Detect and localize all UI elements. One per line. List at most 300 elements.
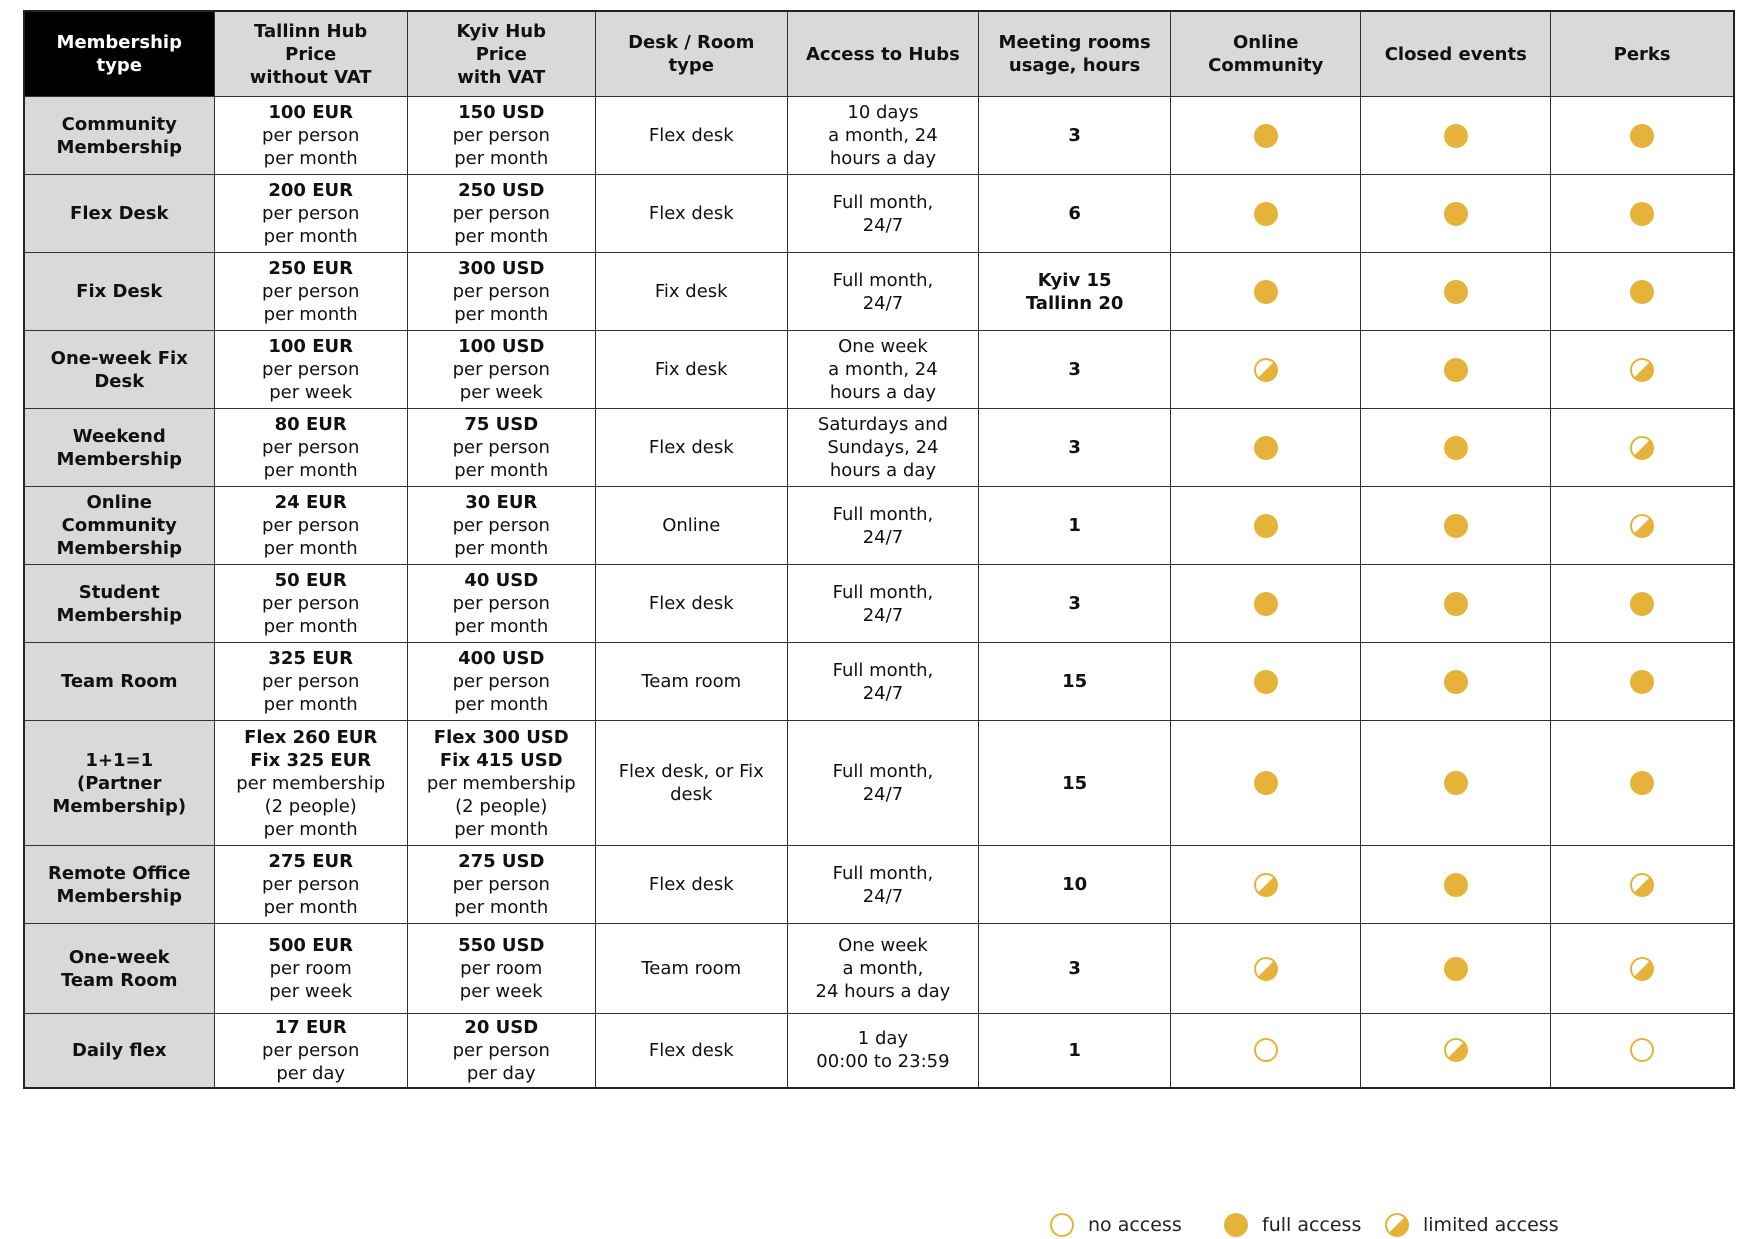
access-cell: [787, 409, 978, 487]
access-cell: [787, 1014, 978, 1088]
text-line: per month: [263, 616, 358, 637]
full-access-icon: [1444, 771, 1468, 795]
full-access-icon: [1254, 514, 1278, 538]
desk-type-cell: [595, 487, 787, 565]
membership-type-cell: [24, 409, 214, 487]
text-line: type: [96, 55, 142, 76]
text-line: Fix desk: [654, 359, 728, 380]
text-line: 250 EUR: [268, 258, 353, 279]
col-header-closed-events: [1361, 11, 1551, 97]
tallinn-price-cell: [214, 409, 407, 487]
text-line: per month: [263, 148, 358, 169]
text-line: per person: [262, 125, 360, 146]
perks-cell: [1551, 97, 1734, 175]
text-line: per person: [262, 1039, 360, 1061]
text-line: Closed events: [1384, 43, 1527, 65]
text-line: per person: [262, 593, 360, 614]
text-line: One-week Fix: [50, 347, 188, 369]
online-community-cell: [1171, 331, 1361, 409]
meeting-rooms-cell: [979, 721, 1171, 846]
online-community-cell: [1171, 643, 1361, 721]
text-line: Desk: [94, 370, 145, 392]
col-header-kyiv-price: [407, 11, 595, 97]
closed-events-cell: [1361, 409, 1551, 487]
text-line: Full month,: [832, 503, 934, 525]
closed-events-cell: [1361, 721, 1551, 846]
text-line: Flex desk, or Fix: [618, 761, 764, 782]
legend-full-access: [1224, 1213, 1361, 1237]
text-line: Team Room: [60, 671, 178, 692]
full-access-icon: [1630, 280, 1654, 304]
full-access-icon: [1254, 202, 1278, 226]
membership-type-cell: [24, 253, 214, 331]
text-line: without VAT: [249, 66, 372, 88]
online-community-cell: [1171, 409, 1361, 487]
full-access-icon: [1254, 771, 1278, 795]
text-line: per month: [263, 304, 358, 325]
legend: [0, 1213, 1754, 1239]
full-access-icon: [1630, 124, 1654, 148]
closed-events-cell: [1361, 846, 1551, 924]
text-line: 3: [1068, 958, 1081, 979]
full-access-icon: [1254, 280, 1278, 304]
text-line: Access to Hubs: [805, 43, 960, 65]
text-line: hours a day: [829, 148, 937, 169]
tallinn-price-cell: [214, 487, 407, 565]
text-line: 75 USD: [464, 414, 539, 435]
kyiv-price-cell: [407, 253, 595, 331]
text-line: Membership: [56, 32, 182, 53]
access-cell: [787, 97, 978, 175]
text-line: per person: [452, 671, 550, 692]
text-line: Fix 325 EUR: [250, 749, 372, 771]
text-line: 275 EUR: [268, 851, 353, 872]
kyiv-price-cell: [407, 409, 595, 487]
limited-access-icon: [1630, 873, 1654, 897]
access-cell: [787, 565, 978, 643]
perks-cell: [1551, 331, 1734, 409]
membership-type-cell: [24, 924, 214, 1014]
text-line: per person: [452, 203, 550, 224]
text-line: 400 USD: [458, 648, 545, 669]
text-line: per month: [263, 460, 358, 481]
text-line: Weekend: [72, 425, 166, 447]
text-line: per week: [459, 981, 543, 1002]
meeting-rooms-cell: [979, 924, 1171, 1014]
text-line: 300 USD: [458, 258, 545, 279]
full-access-icon: [1444, 280, 1468, 304]
text-line: per month: [263, 226, 358, 247]
text-line: Membership: [56, 448, 182, 470]
text-line: Full month,: [832, 862, 934, 884]
text-line: per person: [452, 1039, 550, 1061]
text-line: Online: [1233, 32, 1299, 53]
text-line: desk: [670, 784, 713, 805]
text-line: 500 EUR: [268, 935, 353, 956]
closed-events-cell: [1361, 175, 1551, 253]
closed-events-cell: [1361, 97, 1551, 175]
full-access-icon: [1444, 957, 1468, 981]
table-row: [24, 565, 1734, 643]
text-line: Flex desk: [648, 203, 734, 224]
col-header-meeting-rooms: [979, 11, 1171, 97]
perks-cell: [1551, 721, 1734, 846]
text-line: per month: [454, 616, 549, 637]
text-line: 24/7: [862, 885, 904, 907]
text-line: 24/7: [862, 784, 904, 805]
access-cell: [787, 331, 978, 409]
text-line: Flex desk: [648, 1039, 734, 1061]
text-line: per week: [459, 382, 543, 403]
meeting-rooms-cell: [979, 253, 1171, 331]
text-line: (2 people): [264, 795, 357, 817]
limited-access-icon: [1630, 514, 1654, 538]
text-line: Team Room: [60, 969, 178, 991]
text-line: (Partner: [77, 772, 162, 794]
text-line: One-week: [68, 946, 170, 968]
full-access-icon: [1630, 771, 1654, 795]
text-line: per person: [452, 593, 550, 614]
no-access-icon: [1254, 1038, 1278, 1062]
text-line: per person: [262, 281, 360, 302]
text-line: Community: [1208, 55, 1324, 76]
text-line: 24/7: [862, 604, 904, 626]
membership-type-cell: [24, 1014, 214, 1088]
desk-type-cell: [595, 331, 787, 409]
text-line: per week: [269, 382, 353, 403]
kyiv-price-cell: [407, 175, 595, 253]
membership-type-cell: [24, 331, 214, 409]
access-cell: [787, 721, 978, 846]
table-row: [24, 643, 1734, 721]
text-line: One week: [838, 935, 928, 956]
legend-no-access-label: no access: [1088, 1214, 1182, 1236]
text-line: 100 EUR: [268, 336, 353, 357]
text-line: 17 EUR: [274, 1016, 347, 1038]
text-line: 6: [1068, 203, 1081, 224]
full-access-icon: [1444, 436, 1468, 460]
text-line: per person: [262, 874, 360, 895]
text-line: 1: [1068, 515, 1081, 536]
tallinn-price-cell: [214, 721, 407, 846]
access-cell: [787, 924, 978, 1014]
text-line: 325 EUR: [268, 648, 353, 669]
desk-type-cell: [595, 97, 787, 175]
text-line: per month: [263, 897, 358, 918]
text-line: 24 EUR: [274, 492, 347, 513]
membership-type-cell: [24, 565, 214, 643]
online-community-cell: [1171, 721, 1361, 846]
meeting-rooms-cell: [979, 331, 1171, 409]
kyiv-price-cell: [407, 97, 595, 175]
text-line: Team room: [641, 958, 742, 979]
text-line: per day: [466, 1062, 536, 1084]
text-line: 550 USD: [458, 935, 545, 956]
text-line: 200 EUR: [268, 180, 353, 201]
text-line: per person: [452, 437, 550, 458]
limited-access-icon: [1254, 873, 1278, 897]
table-body: [24, 97, 1734, 1088]
full-access-icon: [1630, 592, 1654, 616]
perks-cell: [1551, 565, 1734, 643]
table-row: [24, 487, 1734, 565]
meeting-rooms-cell: [979, 565, 1171, 643]
perks-cell: [1551, 253, 1734, 331]
text-line: Flex desk: [648, 874, 734, 895]
legend-limited-access: [1385, 1213, 1559, 1237]
table-row: [24, 97, 1734, 175]
limited-access-icon: [1630, 358, 1654, 382]
text-line: One week: [838, 336, 928, 357]
limited-access-icon: [1444, 1038, 1468, 1062]
text-line: 3: [1068, 437, 1081, 458]
text-line: 3: [1068, 593, 1081, 614]
text-line: 50 EUR: [274, 570, 347, 591]
col-header-access: [787, 11, 978, 97]
col-header-tallinn-price: [214, 11, 407, 97]
text-line: Full month,: [832, 269, 934, 291]
closed-events-cell: [1361, 924, 1551, 1014]
text-line: per room: [460, 958, 543, 979]
col-header-perks: [1551, 11, 1734, 97]
text-line: per month: [454, 148, 549, 169]
desk-type-cell: [595, 565, 787, 643]
text-line: Full month,: [832, 581, 934, 603]
text-line: hours a day: [829, 382, 937, 403]
full-access-icon: [1444, 592, 1468, 616]
tallinn-price-cell: [214, 1014, 407, 1088]
text-line: Kyiv 15: [1037, 269, 1112, 291]
full-access-icon: [1444, 670, 1468, 694]
text-line: per month: [263, 818, 358, 840]
text-line: per day: [276, 1062, 346, 1084]
text-line: Price: [285, 43, 337, 65]
full-access-icon: [1630, 202, 1654, 226]
tallinn-price-cell: [214, 643, 407, 721]
online-community-cell: [1171, 97, 1361, 175]
text-line: per month: [263, 538, 358, 559]
text-line: Fix 415 USD: [439, 749, 563, 771]
limited-access-icon: [1254, 358, 1278, 382]
online-community-cell: [1171, 253, 1361, 331]
table-row: [24, 924, 1734, 1014]
desk-type-cell: [595, 1014, 787, 1088]
desk-type-cell: [595, 409, 787, 487]
text-line: per person: [262, 359, 360, 380]
full-access-icon: [1254, 436, 1278, 460]
text-line: Membership): [52, 795, 187, 817]
limited-access-icon: [1385, 1213, 1409, 1237]
membership-type-cell: [24, 721, 214, 846]
text-line: Flex Desk: [70, 203, 169, 224]
table-row: [24, 721, 1734, 846]
full-access-icon: [1254, 124, 1278, 148]
text-line: 100 USD: [458, 336, 545, 357]
text-line: per month: [454, 694, 549, 715]
kyiv-price-cell: [407, 924, 595, 1014]
legend-full-access-label: full access: [1262, 1214, 1362, 1236]
tallinn-price-cell: [214, 97, 407, 175]
kyiv-price-cell: [407, 565, 595, 643]
text-line: type: [668, 55, 714, 76]
desk-type-cell: [595, 253, 787, 331]
text-line: per month: [454, 818, 549, 840]
full-access-icon: [1254, 670, 1278, 694]
membership-type-cell: [24, 97, 214, 175]
kyiv-price-cell: [407, 721, 595, 846]
text-line: per month: [263, 694, 358, 715]
text-line: per person: [452, 359, 550, 380]
text-line: 3: [1068, 125, 1081, 146]
perks-cell: [1551, 924, 1734, 1014]
text-line: 24/7: [862, 214, 904, 236]
col-header-desk-type: [595, 11, 787, 97]
legend-no-access: [1050, 1213, 1182, 1237]
membership-type-cell: [24, 643, 214, 721]
perks-cell: [1551, 1014, 1734, 1088]
table-row: [24, 331, 1734, 409]
legend-limited-access-label: limited access: [1423, 1214, 1559, 1236]
full-access-icon: [1254, 592, 1278, 616]
text-line: 24 hours a day: [815, 981, 951, 1002]
text-line: per month: [454, 226, 549, 247]
access-cell: [787, 643, 978, 721]
text-line: 1: [1068, 1039, 1081, 1061]
text-line: Community: [61, 113, 177, 135]
text-line: Fix Desk: [76, 281, 163, 302]
full-access-icon: [1444, 358, 1468, 382]
kyiv-price-cell: [407, 487, 595, 565]
membership-type-cell: [24, 487, 214, 565]
text-line: Flex 300 USD: [433, 726, 569, 748]
kyiv-price-cell: [407, 846, 595, 924]
meeting-rooms-cell: [979, 1014, 1171, 1088]
table-row: [24, 253, 1734, 331]
perks-cell: [1551, 409, 1734, 487]
text-line: Flex desk: [648, 437, 734, 458]
text-line: Kyiv Hub: [456, 20, 546, 42]
desk-type-cell: [595, 846, 787, 924]
access-cell: [787, 846, 978, 924]
text-line: 80 EUR: [274, 414, 347, 435]
desk-type-cell: [595, 643, 787, 721]
full-access-icon: [1444, 202, 1468, 226]
text-line: Daily flex: [71, 1039, 167, 1061]
tallinn-price-cell: [214, 175, 407, 253]
full-access-icon: [1630, 670, 1654, 694]
meeting-rooms-cell: [979, 643, 1171, 721]
text-line: Price: [475, 43, 527, 65]
online-community-cell: [1171, 175, 1361, 253]
perks-cell: [1551, 846, 1734, 924]
text-line: 30 EUR: [465, 492, 538, 513]
text-line: Fix desk: [654, 281, 728, 302]
text-line: Flex 260 EUR: [244, 726, 378, 748]
meeting-rooms-cell: [979, 487, 1171, 565]
kyiv-price-cell: [407, 643, 595, 721]
text-line: per month: [454, 538, 549, 559]
table-row: [24, 1014, 1734, 1088]
online-community-cell: [1171, 924, 1361, 1014]
text-line: with VAT: [457, 66, 546, 88]
online-community-cell: [1171, 565, 1361, 643]
text-line: per membership: [236, 772, 386, 794]
online-community-cell: [1171, 487, 1361, 565]
full-access-icon: [1444, 124, 1468, 148]
text-line: Remote Office: [47, 862, 191, 884]
col-header-membership-type: [24, 11, 214, 97]
text-line: usage, hours: [1008, 55, 1141, 76]
text-line: per person: [452, 874, 550, 895]
closed-events-cell: [1361, 487, 1551, 565]
tallinn-price-cell: [214, 924, 407, 1014]
access-cell: [787, 175, 978, 253]
text-line: 00:00 to 23:59: [816, 1051, 950, 1073]
text-line: Tallinn 20: [1025, 292, 1124, 314]
access-cell: [787, 253, 978, 331]
text-line: per person: [262, 203, 360, 224]
text-line: per person: [262, 437, 360, 458]
text-line: Student: [78, 581, 160, 603]
desk-type-cell: [595, 175, 787, 253]
tallinn-price-cell: [214, 331, 407, 409]
closed-events-cell: [1361, 331, 1551, 409]
meeting-rooms-cell: [979, 97, 1171, 175]
text-line: a month,: [842, 958, 924, 979]
text-line: Sundays, 24: [827, 437, 939, 458]
text-line: 24/7: [862, 526, 904, 548]
kyiv-price-cell: [407, 331, 595, 409]
membership-type-cell: [24, 175, 214, 253]
text-line: per month: [454, 304, 549, 325]
perks-cell: [1551, 175, 1734, 253]
text-line: 40 USD: [464, 570, 539, 591]
text-line: 3: [1068, 359, 1081, 380]
text-line: per room: [269, 958, 352, 979]
full-access-icon: [1224, 1213, 1248, 1237]
meeting-rooms-cell: [979, 175, 1171, 253]
text-line: Flex desk: [648, 593, 734, 614]
text-line: Membership: [56, 538, 182, 559]
text-line: Full month,: [832, 659, 934, 681]
closed-events-cell: [1361, 643, 1551, 721]
text-line: Community: [61, 515, 177, 536]
tallinn-price-cell: [214, 565, 407, 643]
text-line: Flex desk: [648, 125, 734, 146]
text-line: per person: [452, 125, 550, 146]
text-line: 24/7: [862, 682, 904, 704]
perks-cell: [1551, 643, 1734, 721]
text-line: Desk / Room: [628, 32, 755, 53]
limited-access-icon: [1630, 957, 1654, 981]
closed-events-cell: [1361, 1014, 1551, 1088]
text-line: per month: [454, 897, 549, 918]
desk-type-cell: [595, 721, 787, 846]
full-access-icon: [1444, 514, 1468, 538]
text-line: Tallinn Hub: [254, 20, 368, 42]
text-line: Full month,: [832, 191, 934, 213]
text-line: per person: [452, 281, 550, 302]
text-line: 250 USD: [458, 180, 545, 201]
text-line: 10 days: [847, 102, 919, 123]
text-line: per person: [262, 671, 360, 692]
desk-type-cell: [595, 924, 787, 1014]
text-line: per person: [452, 515, 550, 536]
text-line: hours a day: [829, 460, 937, 481]
full-access-icon: [1444, 873, 1468, 897]
text-line: Membership: [56, 136, 182, 158]
limited-access-icon: [1254, 957, 1278, 981]
